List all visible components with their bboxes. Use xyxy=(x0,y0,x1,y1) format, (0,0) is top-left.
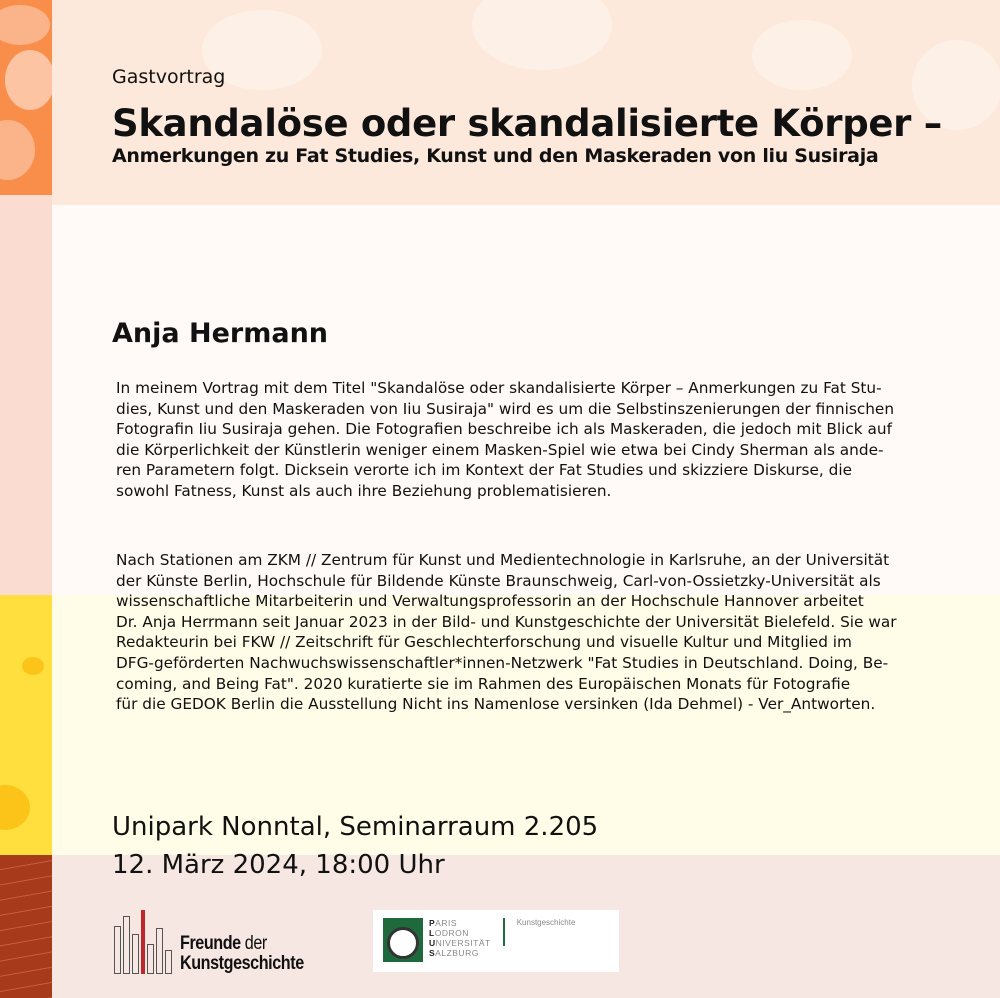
speaker-name: Anja Hermann xyxy=(112,318,329,349)
lecture-subtitle: Anmerkungen zu Fat Studies, Kunst und den Maskeraden von liu Susiraja xyxy=(112,145,879,167)
text-line: wissenschaftliche Mitarbeiterin und Verwaltungsprofessorin an der Hochschule Hannover arbeitet xyxy=(116,592,864,611)
text-line: der Künste Berlin, Hochschule für Bildende Künste Braunschweig, Carl-von-Ossietzky-Universität als xyxy=(116,571,881,590)
university-seal-icon xyxy=(383,918,423,962)
text-line: Redakteurin bei FKW // Zeitschrift für Geschlechterforschung und visuelle Kultur und Mitglied im xyxy=(116,633,852,652)
department-name: Kunstgeschichte xyxy=(516,918,576,927)
freunde-der-kunstgeschichte-logo xyxy=(114,910,326,974)
text-line: Fotografin Iiu Susiraja gehen. Die Fotografien beschreibe ich als Maskeraden, die jedoch mit Blick auf xyxy=(116,420,892,439)
text-line: Nach Stationen am ZKM // Zentrum für Kunst und Medientechnologie in Karlsruhe, an der Universität xyxy=(116,551,890,569)
university-name: PARIS LODRON UNIVERSITÄT SALZBURG xyxy=(429,918,491,958)
lecture-title: Skandalöse oder skandalisierte Körper – xyxy=(112,102,942,145)
decor-strip-brown xyxy=(0,855,52,998)
date-time: 12. März 2024, 18:00 Uhr xyxy=(112,850,445,880)
text-line: DFG-geförderten Nachwuchswissenschaftler*innen-Netzwerk "Fat Studies in Deutschland. Doing, Be- xyxy=(116,653,889,672)
decor-strip-orange xyxy=(0,0,52,195)
decor-strip-pink xyxy=(0,195,52,595)
logo-text: Freunde xyxy=(180,933,241,954)
text-line: Dr. Anja Herrmann seit Januar 2023 in der Bild- und Kunstgeschichte der Universität Bielefeld. Sie war xyxy=(116,612,897,631)
decor-strip-yellow xyxy=(0,595,52,855)
text-line: ren Parametern folgt. Dicksein verorte ich im Kontext der Fat Studies und skizziere Diskurse, die xyxy=(116,461,852,480)
text-line: für die GEDOK Berlin die Ausstellung Nicht ins Namenlose versinken (Ida Dehmel) - Ver_Antworten. xyxy=(116,695,876,714)
logo-text: der xyxy=(244,933,267,954)
bars-icon xyxy=(114,910,172,974)
plus-university-logo xyxy=(373,910,619,972)
venue: Unipark Nonntal, Seminarraum 2.205 xyxy=(112,812,599,842)
text-line: In meinem Vortrag mit dem Titel "Skandalöse oder skandalisierte Körper – Anmerkungen zu Fat Stu- xyxy=(116,379,882,397)
bio-paragraph xyxy=(116,550,897,715)
text-line: coming, and Being Fat". 2020 kuratierte sie im Rahmen des Europäischen Monats für Fotografie xyxy=(116,674,851,693)
text-line: dies, Kunst und den Maskeraden von Iiu Susiraja" wird es um die Selbstinszenierungen der finnischen xyxy=(116,399,895,418)
logo-text: Kunstgeschichte xyxy=(180,953,304,974)
text-line: die Körperlichkeit der Künstlerin weniger einem Masken-Spiel wie etwa bei Cindy Sherman als ande- xyxy=(116,440,884,459)
divider xyxy=(503,918,505,946)
abstract-paragraph xyxy=(116,378,894,502)
text-line: sowohl Fatness, Kunst als auch ihre Beziehung problematisieren. xyxy=(116,481,612,500)
event-type: Gastvortrag xyxy=(112,66,226,88)
